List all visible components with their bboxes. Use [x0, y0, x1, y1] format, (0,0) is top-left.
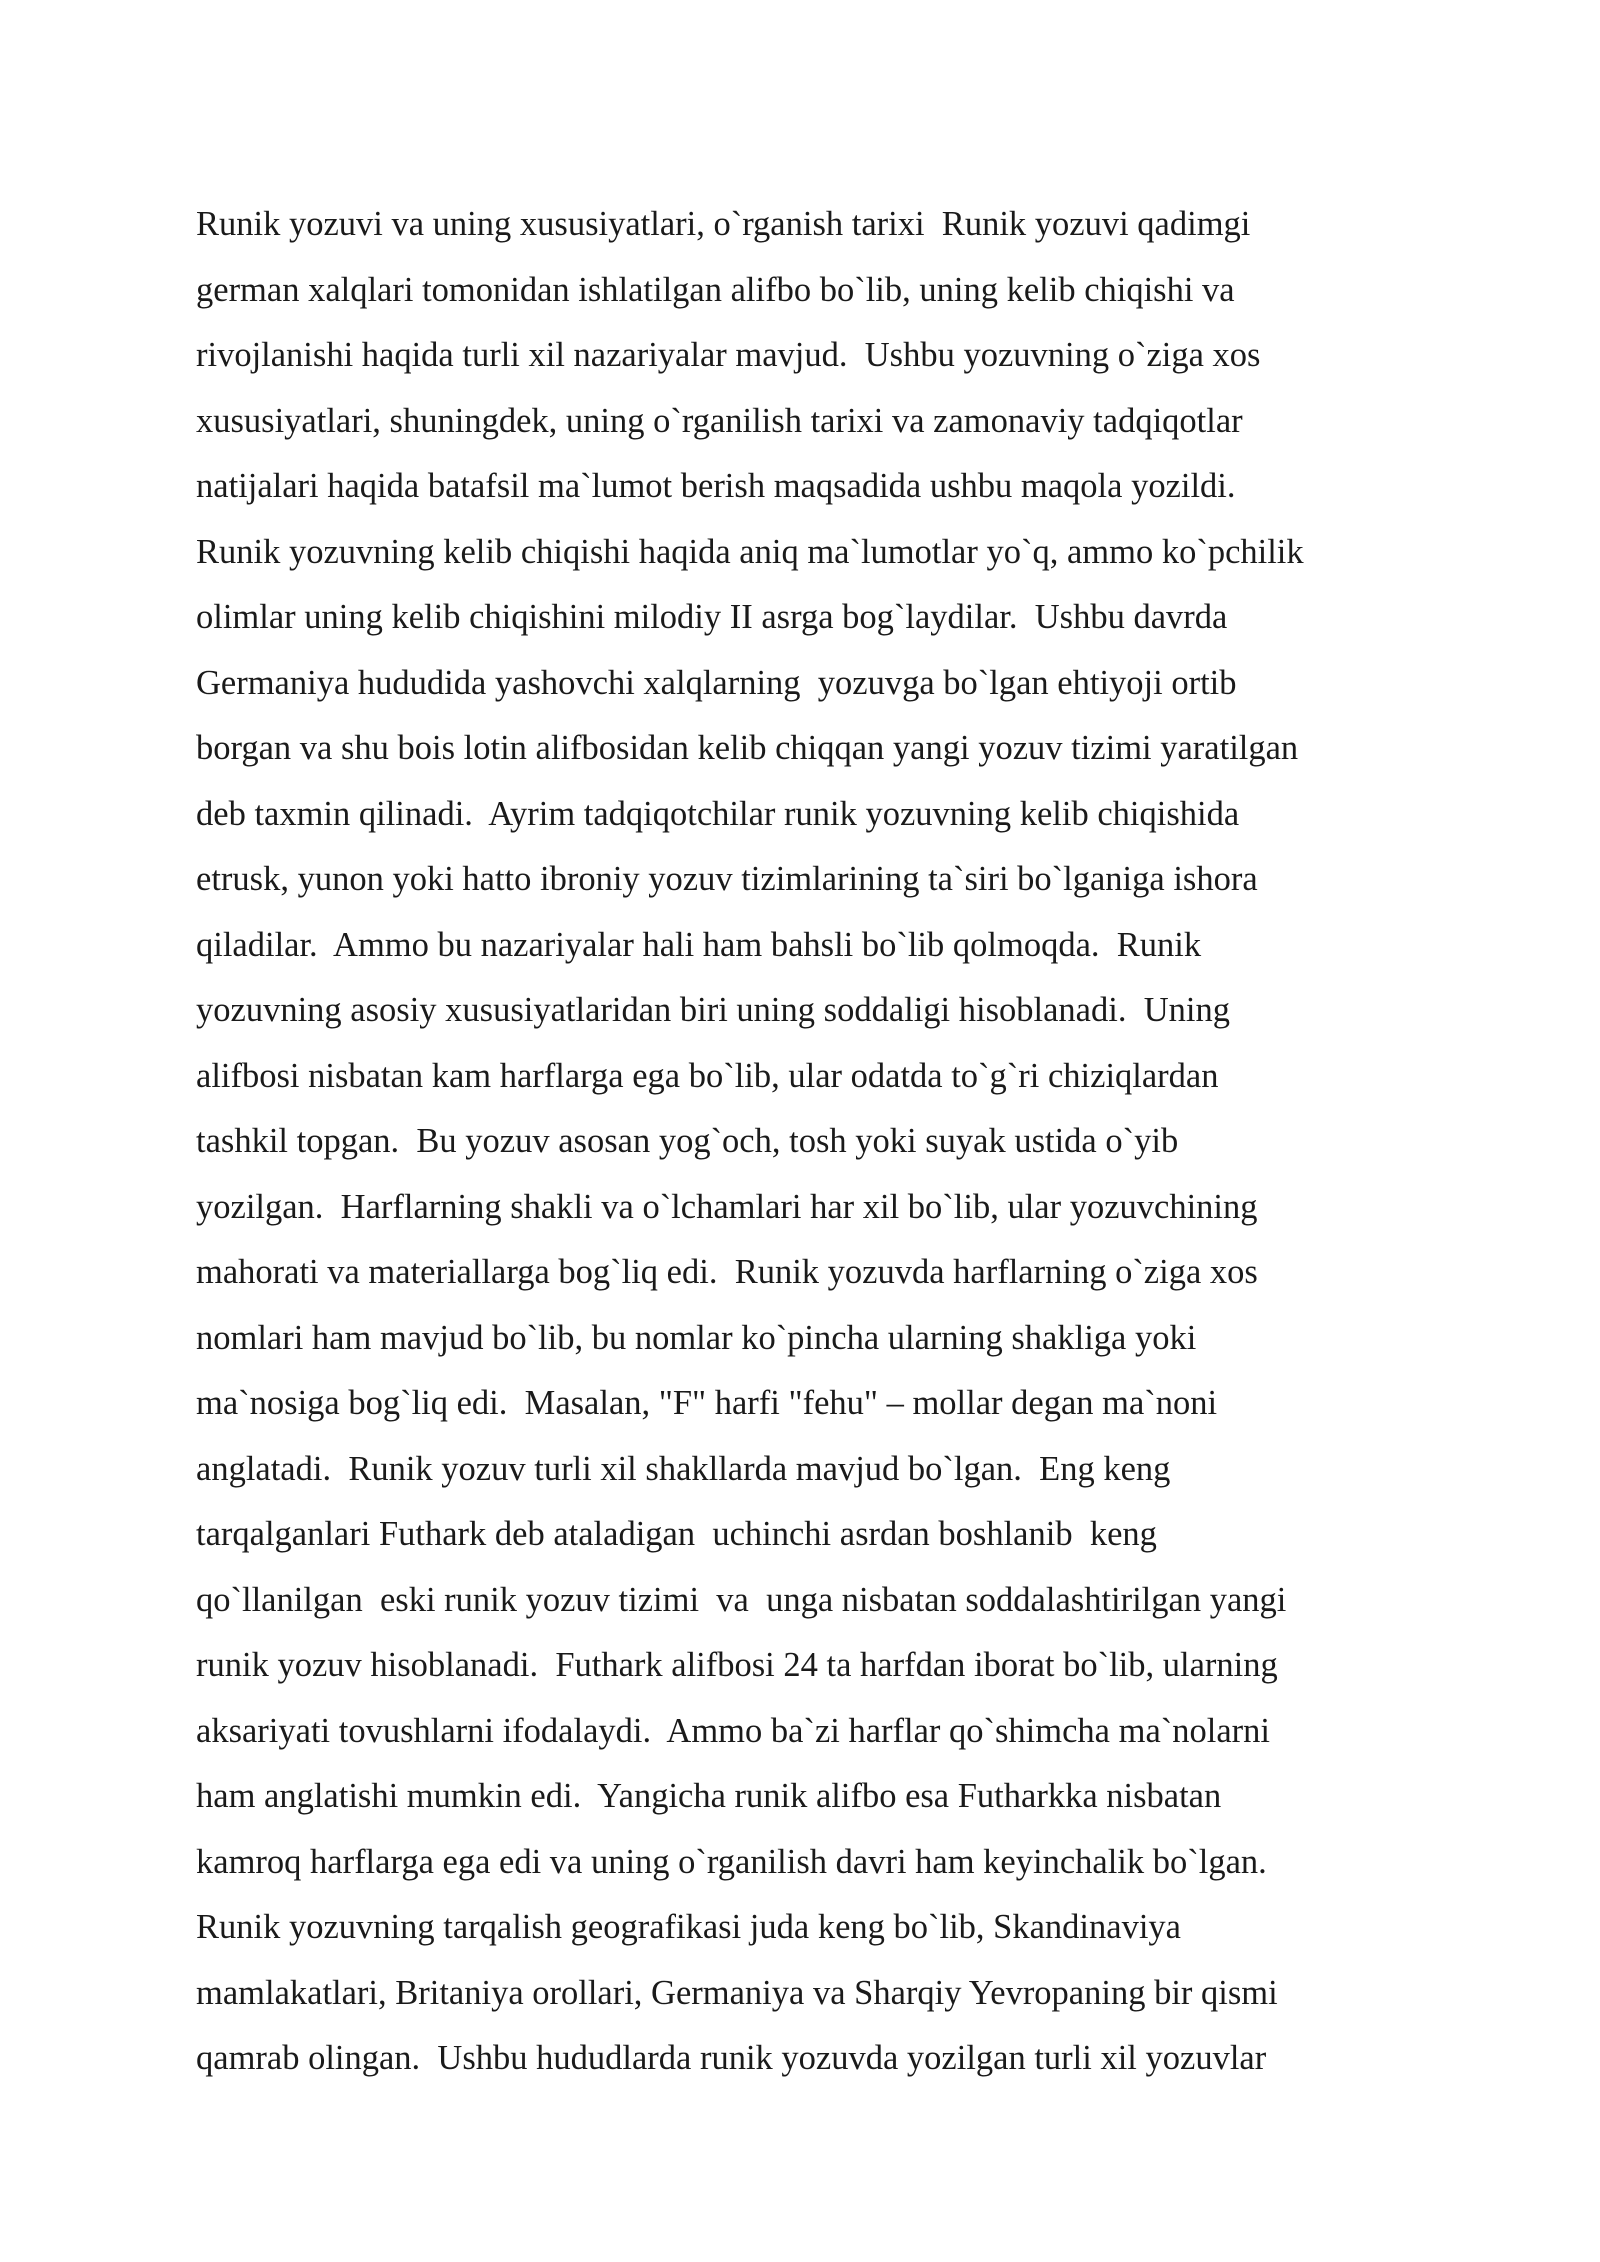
text-line: deb taxmin qilinadi. Ayrim tadqiqotchilar runik yozuvning kelib chiqishida	[196, 794, 1240, 833]
text-line: yozuvning asosiy xususiyatlaridan biri uning soddaligi hisoblanadi. Uning	[196, 991, 1230, 1029]
text-line: ham anglatishi mumkin edi. Yangicha runik alifbo esa Futharkka nisbatan	[196, 1777, 1222, 1815]
text-line: xususiyatlari, shuningdek, uning o`rganilish tarixi va zamonaviy tadqiqotlar	[196, 401, 1243, 440]
text-line: olimlar uning kelib chiqishini milodiy II asrga bog`laydilar. Ushbu davrda	[196, 598, 1228, 636]
text-line: ma`nosiga bog`liq edi. Masalan, "F" harfi "fehu" – mollar degan ma`noni	[196, 1384, 1218, 1422]
text-line: anglatadi. Runik yozuv turli xil shakllarda mavjud bo`lgan. Eng keng	[196, 1449, 1171, 1488]
text-line: nomlari ham mavjud bo`lib, bu nomlar ko`pincha ularning shakliga yoki	[196, 1318, 1197, 1357]
text-line: german xalqlari tomonidan ishlatilgan alifbo bo`lib, uning kelib chiqishi va	[196, 270, 1235, 309]
body-text	[196, 192, 1456, 2092]
text-line: mamlakatlari, Britaniya orollari, Germaniya va Sharqiy Yevropaning bir qismi	[196, 1973, 1278, 2012]
text-line: qiladilar. Ammo bu nazariyalar hali ham bahsli bo`lib qolmoqda. Runik	[196, 925, 1202, 964]
text-line: qo`llanilgan eski runik yozuv tizimi va unga nisbatan soddalashtirilgan yangi	[196, 1580, 1287, 1619]
text-line: Germaniya hududida yashovchi xalqlarning yozuvga bo`lgan ehtiyoji ortib	[196, 663, 1237, 702]
text-line: mahorati va materiallarga bog`liq edi. Runik yozuvda harflarning o`ziga xos	[196, 1253, 1258, 1291]
text-line: natijalari haqida batafsil ma`lumot berish maqsadida ushbu maqola yozildi.	[196, 467, 1236, 505]
text-line: tashkil topgan. Bu yozuv asosan yog`och, tosh yoki suyak ustida o`yib	[196, 1122, 1179, 1160]
text-line: aksariyati tovushlarni ifodalaydi. Ammo ba`zi harflar qo`shimcha ma`nolarni	[196, 1711, 1270, 1750]
text-line: rivojlanishi haqida turli xil nazariyalar mavjud. Ushbu yozuvning o`ziga xos	[196, 336, 1261, 374]
text-line: qamrab olingan. Ushbu hududlarda runik yozuvda yozilgan turli xil yozuvlar	[196, 2039, 1267, 2077]
text-line: Runik yozuvning kelib chiqishi haqida aniq ma`lumotlar yo`q, ammo ko`pchilik	[196, 532, 1304, 571]
text-line: alifbosi nisbatan kam harflarga ega bo`lib, ular odatda to`g`ri chiziqlardan	[196, 1056, 1219, 1095]
text-line: Runik yozuvi va uning xususiyatlari, o`rganish tarixi Runik yozuvi qadimgi	[196, 205, 1251, 243]
text-line: tarqalganlari Futhark deb ataladigan uchinchi asrdan boshlanib keng	[196, 1515, 1157, 1553]
text-line: etrusk, yunon yoki hatto ibroniy yozuv tizimlarining ta`siri bo`lganiga ishora	[196, 860, 1258, 898]
text-line: borgan va shu bois lotin alifbosidan kelib chiqqan yangi yozuv tizimi yaratilgan	[196, 729, 1299, 767]
text-line: Runik yozuvning tarqalish geografikasi juda keng bo`lib, Skandinaviya	[196, 1908, 1181, 1946]
text-line: runik yozuv hisoblanadi. Futhark alifbosi 24 ta harfdan iborat bo`lib, ularning	[196, 1646, 1278, 1684]
text-line: kamroq harflarga ega edi va uning o`rganilish davri ham keyinchalik bo`lgan.	[196, 1842, 1267, 1881]
text-line: yozilgan. Harflarning shakli va o`lchamlari har xil bo`lib, ular yozuvchining	[196, 1187, 1258, 1226]
